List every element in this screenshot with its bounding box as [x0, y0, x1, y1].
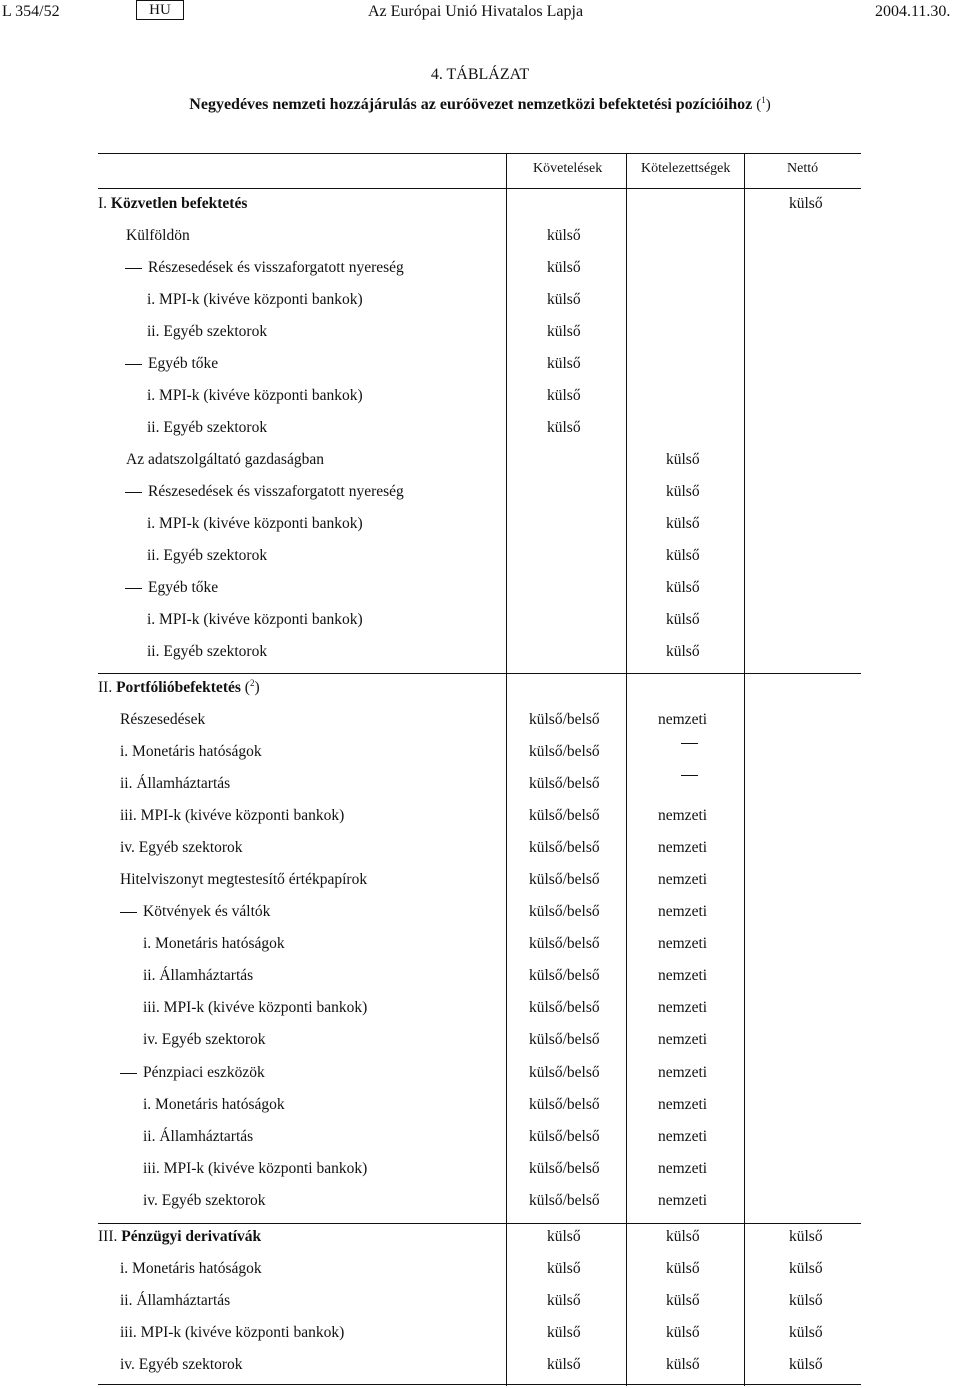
cell-c3: külső: [789, 1228, 823, 1245]
cell-c1: külső/belső: [529, 1160, 600, 1177]
row-label: [147, 291, 363, 309]
cell-c1: külső: [547, 227, 581, 244]
dash-marker: [125, 492, 142, 493]
row-label: [147, 611, 363, 629]
publication-date: 2004.11.30.: [875, 3, 951, 20]
table-row: [98, 291, 861, 323]
table-row: [98, 1031, 861, 1063]
row-label-text: ii. Egyéb szektorok: [147, 643, 268, 660]
row-label-text: Részesedések: [120, 711, 206, 728]
table-row: [98, 1128, 861, 1160]
row-label-text: i. MPI-k (kivéve központi bankok): [147, 291, 363, 308]
cell-c1: külső: [547, 1260, 581, 1277]
row-label-text: iii. MPI-k (kivéve központi bankok): [143, 1160, 368, 1177]
cell-c1: külső/belső: [529, 967, 600, 984]
cell-c2: nemzeti: [658, 1128, 708, 1145]
row-label-text: iv. Egyéb szektorok: [143, 1031, 266, 1048]
column-header-net: Nettó: [787, 161, 819, 176]
dash-marker: [125, 588, 142, 589]
table-row: [98, 323, 861, 355]
cell-c2: külső: [666, 451, 700, 468]
cell-c1: külső/belső: [529, 711, 600, 728]
data-table: [98, 153, 861, 1386]
table-row: [98, 1192, 861, 1224]
cell-c1: külső: [547, 1356, 581, 1373]
row-label: [120, 743, 262, 761]
row-label: [147, 547, 267, 565]
row-label-text: iv. Egyéb szektorok: [120, 1356, 243, 1373]
table-row: [98, 871, 861, 903]
table-row: [98, 515, 861, 547]
row-label-text: Külföldön: [126, 227, 190, 244]
cell-c1: külső: [547, 1228, 581, 1245]
cell-c2: nemzeti: [658, 711, 708, 728]
row-label-text: Pénzügyi derivatívák: [121, 1228, 262, 1245]
table-row: [98, 1356, 861, 1388]
table-row: [98, 483, 861, 515]
row-label: [120, 1260, 262, 1278]
footnote-ref: ($^2$): [240, 677, 260, 696]
table-row: [98, 839, 861, 871]
cell-c2: nemzeti: [658, 1192, 708, 1209]
row-label: [147, 419, 267, 437]
cell-c1: külső/belső: [529, 1064, 600, 1081]
cell-c1: külső/belső: [529, 903, 600, 920]
table-row: [98, 1292, 861, 1324]
row-label: [147, 323, 267, 341]
section-heading: [98, 679, 260, 697]
cell-c2: külső: [666, 1228, 700, 1245]
cell-c2: külső: [666, 1356, 700, 1373]
cell-c3: külső: [789, 195, 823, 212]
table-row: [98, 679, 861, 711]
journal-title: Az Európai Unió Hivatalos Lapja: [368, 3, 584, 20]
cell-c1: külső/belső: [529, 935, 600, 952]
table-row: [98, 451, 861, 483]
row-label: [143, 1031, 266, 1049]
row-label-text: iii. MPI-k (kivéve központi bankok): [143, 999, 368, 1016]
column-header-row: [98, 161, 861, 193]
cell-c1: külső: [547, 1324, 581, 1341]
cell-c3: külső: [789, 1356, 823, 1373]
table-row: [98, 1228, 861, 1260]
row-label: [120, 1356, 243, 1374]
row-label-text: ii. Egyéb szektorok: [147, 323, 268, 340]
table-row: [98, 579, 861, 611]
column-header-claims: Követelések: [533, 161, 603, 176]
cell-c2: nemzeti: [658, 839, 708, 856]
table-title-footnote: ($^1$): [756, 95, 771, 113]
table-row: [98, 1324, 861, 1356]
cell-c2: külső: [666, 1324, 700, 1341]
table-row: [98, 547, 861, 579]
row-label: [120, 1064, 265, 1082]
section-heading: [98, 195, 247, 213]
cell-c2: külső: [666, 611, 700, 628]
row-label: [126, 451, 324, 469]
language-badge: HU: [136, 0, 184, 20]
table-title: [0, 96, 960, 114]
table-row: [98, 419, 861, 451]
row-label-text: ii. Egyéb szektorok: [147, 547, 268, 564]
cell-c3: külső: [789, 1260, 823, 1277]
cell-c1: külső/belső: [529, 871, 600, 888]
cell-c2: nemzeti: [658, 1096, 708, 1113]
table-row: [98, 227, 861, 259]
table-top-border: [98, 153, 861, 154]
section-number: III.: [98, 1228, 122, 1245]
row-label-text: iii. MPI-k (kivéve központi bankok): [120, 807, 345, 824]
row-label: [147, 643, 267, 661]
row-label-text: iii. MPI-k (kivéve központi bankok): [120, 1324, 345, 1341]
cell-c1: külső/belső: [529, 743, 600, 760]
row-label-text: ii. Államháztartás: [143, 1128, 254, 1145]
row-label: [120, 711, 205, 729]
row-label: [125, 355, 218, 373]
row-label: [147, 387, 363, 405]
row-label-text: Egyéb tőke: [148, 355, 219, 372]
row-label-text: Részesedések és visszaforgatott nyereség: [148, 259, 404, 276]
row-label: [120, 1292, 230, 1310]
table-row: [98, 195, 861, 227]
table-title-text: Negyedéves nemzeti hozzájárulás az euróövezet nemzetközi befektetési pozícióihoz: [189, 96, 753, 113]
cell-c1: külső: [547, 355, 581, 372]
row-label: [125, 579, 218, 597]
table-row: [98, 711, 861, 743]
dash-marker: [120, 1073, 137, 1074]
table-row: [98, 611, 861, 643]
row-label-text: ii. Államháztartás: [120, 775, 231, 792]
cell-c2: nemzeti: [658, 871, 708, 888]
cell-c2: külső: [666, 579, 700, 596]
cell-c1: külső/belső: [529, 999, 600, 1016]
cell-c2: nemzeti: [658, 935, 708, 952]
row-label: [143, 1128, 253, 1146]
row-label: [120, 839, 243, 857]
cell-c1: külső/belső: [529, 1192, 600, 1209]
cell-c2: nemzeti: [658, 999, 708, 1016]
row-label-text: Kötvények és váltók: [143, 903, 271, 920]
cell-c2: külső: [666, 547, 700, 564]
row-label-text: Egyéb tőke: [148, 579, 219, 596]
dash-marker: [125, 364, 142, 365]
cell-c2: külső: [666, 1260, 700, 1277]
row-label-text: iv. Egyéb szektorok: [143, 1192, 266, 1209]
row-label: [143, 1096, 285, 1114]
dash-marker: [681, 775, 698, 776]
row-label: [143, 967, 253, 985]
table-row: [98, 643, 861, 675]
cell-c2: nemzeti: [658, 1031, 708, 1048]
cell-c1: külső/belső: [529, 1096, 600, 1113]
row-label: [143, 935, 285, 953]
row-label-text: i. Monetáris hatóságok: [120, 1260, 262, 1277]
cell-c1: külső/belső: [529, 807, 600, 824]
cell-c2: külső: [666, 515, 700, 532]
row-label: [120, 1324, 344, 1342]
cell-c1: külső/belső: [529, 1128, 600, 1145]
cell-c1: külső: [547, 387, 581, 404]
page-header: [0, 0, 960, 28]
row-label: [125, 483, 404, 501]
dash-marker: [120, 912, 137, 913]
table-row: [98, 935, 861, 967]
table-row: [98, 259, 861, 291]
table-row: [98, 1160, 861, 1192]
row-label-text: ii. Államháztartás: [120, 1292, 231, 1309]
cell-c1: külső: [547, 1292, 581, 1309]
row-label-text: i. MPI-k (kivéve központi bankok): [147, 611, 363, 628]
cell-c2: külső: [666, 1292, 700, 1309]
column-header-liabilities: Kötelezettségek: [641, 161, 731, 176]
row-label-text: Részesedések és visszaforgatott nyereség: [148, 483, 404, 500]
row-label-text: iv. Egyéb szektorok: [120, 839, 243, 856]
cell-c1: külső: [547, 259, 581, 276]
table-row: [98, 903, 861, 935]
row-label-text: i. Monetáris hatóságok: [143, 935, 285, 952]
cell-c1: külső/belső: [529, 1031, 600, 1048]
row-label-text: Az adatszolgáltató gazdaságban: [126, 451, 324, 468]
row-label-text: ii. Államháztartás: [143, 967, 254, 984]
section-number: I.: [98, 195, 111, 212]
table-row: [98, 999, 861, 1031]
table-row: [98, 1096, 861, 1128]
row-label: [143, 999, 367, 1017]
row-label-text: i. Monetáris hatóságok: [143, 1096, 285, 1113]
row-label: [120, 871, 367, 889]
row-label: [120, 775, 230, 793]
cell-c2: nemzeti: [658, 903, 708, 920]
page-reference: L 354/52: [2, 3, 60, 20]
footnote-ref: 1: [761, 95, 766, 105]
table-row: [98, 387, 861, 419]
dash-marker: [125, 268, 142, 269]
table-row: [98, 355, 861, 387]
dash-marker: [681, 743, 698, 744]
cell-c1: külső/belső: [529, 775, 600, 792]
row-label: [147, 515, 363, 533]
table-row: [98, 775, 861, 807]
row-label-text: i. Monetáris hatóságok: [120, 743, 262, 760]
cell-c3: külső: [789, 1324, 823, 1341]
section-number: II.: [98, 679, 117, 696]
section-heading: [98, 1228, 261, 1246]
row-label: [120, 807, 344, 825]
cell-c2: nemzeti: [658, 967, 708, 984]
table-row: [98, 1064, 861, 1096]
cell-c2: nemzeti: [658, 807, 708, 824]
row-label: [143, 1192, 266, 1210]
row-label: [120, 903, 270, 921]
row-label-text: Pénzpiaci eszközök: [143, 1064, 265, 1081]
table-row: [98, 743, 861, 775]
row-label: [143, 1160, 367, 1178]
row-label-text: i. MPI-k (kivéve központi bankok): [147, 515, 363, 532]
cell-c3: külső: [789, 1292, 823, 1309]
table-number: 4. TÁBLÁZAT: [430, 66, 530, 83]
row-label-text: i. MPI-k (kivéve központi bankok): [147, 387, 363, 404]
row-label-text: Portfólióbefektetés: [116, 679, 241, 696]
row-label: [125, 259, 404, 277]
cell-c2: külső: [666, 643, 700, 660]
cell-c1: külső: [547, 291, 581, 308]
cell-c1: külső: [547, 323, 581, 340]
row-label-text: ii. Egyéb szektorok: [147, 419, 268, 436]
row-label: [126, 227, 190, 245]
cell-c1: külső/belső: [529, 839, 600, 856]
table-row: [98, 1260, 861, 1292]
table-row: [98, 807, 861, 839]
table-row: [98, 967, 861, 999]
row-label-text: Hitelviszonyt megtestesítő értékpapírok: [120, 871, 368, 888]
cell-c2: nemzeti: [658, 1160, 708, 1177]
cell-c1: külső: [547, 419, 581, 436]
cell-c2: nemzeti: [658, 1064, 708, 1081]
cell-c2: külső: [666, 483, 700, 500]
row-label-text: Közvetlen befektetés: [110, 195, 248, 212]
